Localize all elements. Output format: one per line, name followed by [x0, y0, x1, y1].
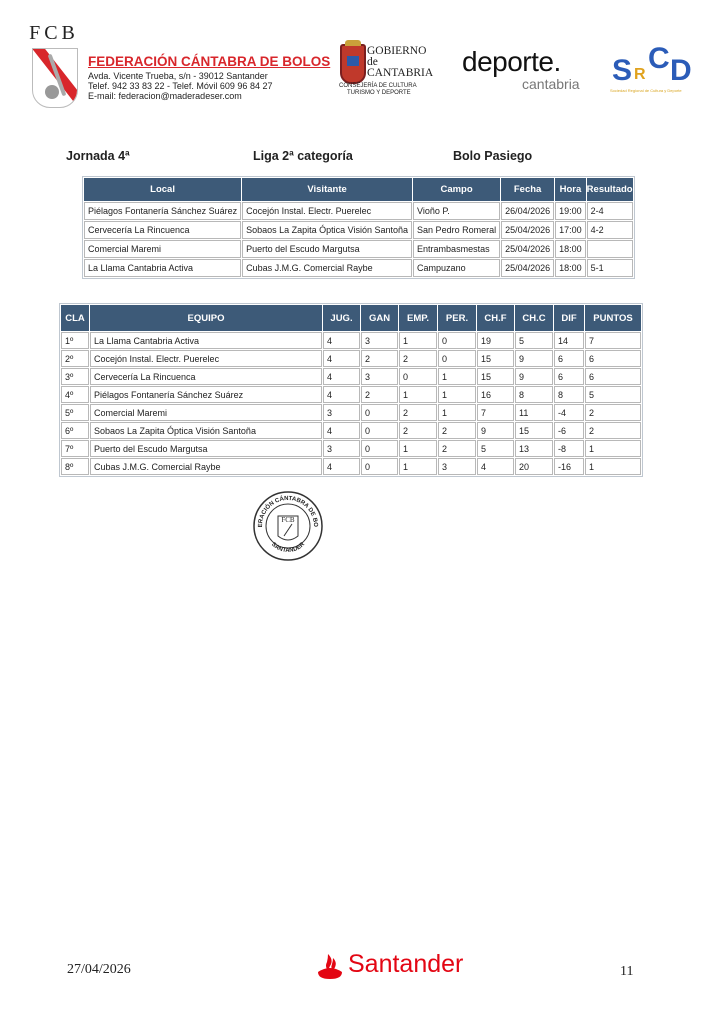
federation-stamp	[252, 490, 324, 562]
cell-resultado	[587, 240, 633, 258]
srcd-logo	[610, 44, 710, 96]
cell-equipo: La Llama Cantabria Activa	[90, 332, 322, 349]
cell-puntos: 1	[585, 458, 641, 475]
cell-chf: 4	[477, 458, 514, 475]
gobierno-line-3: CANTABRIA	[367, 67, 434, 79]
cell-chf: 16	[477, 386, 514, 403]
cell-chc: 20	[515, 458, 553, 475]
col-cla: CLA	[61, 305, 89, 331]
cell-visitante: Sobaos La Zapita Óptica Visión Santoña	[242, 221, 412, 239]
stamp-center-text: FCB	[281, 516, 295, 524]
cell-local: Piélagos Fontanería Sánchez Suárez	[84, 202, 241, 220]
gobierno-cantabria-logo	[338, 42, 438, 102]
cell-emp: 2	[399, 350, 437, 367]
gobierno-line-1: GOBIERNO	[367, 45, 427, 57]
cell-resultado: 2-4	[587, 202, 633, 220]
srcd-letter-d: D	[670, 54, 692, 87]
cell-hora: 17:00	[555, 221, 586, 239]
srcd-tagline: Sociedad Regional de Cultura y Deporte	[610, 88, 682, 93]
stamp-ring-top-text: ERACIÓN CÁNTABRA DE BO	[257, 495, 319, 528]
cell-emp: 2	[399, 404, 437, 421]
fcb-shield-icon	[32, 48, 78, 108]
cell-fecha: 25/04/2026	[501, 221, 554, 239]
cell-dif: -4	[554, 404, 584, 421]
cell-fecha: 25/04/2026	[501, 240, 554, 258]
cell-equipo: Piélagos Fontanería Sánchez Suárez	[90, 386, 322, 403]
cell-dif: 6	[554, 350, 584, 367]
cell-cla: 2º	[61, 350, 89, 367]
standings-table	[59, 303, 643, 477]
srcd-letter-c: C	[648, 42, 670, 75]
page-number: 11	[620, 964, 634, 979]
cell-jug: 4	[323, 350, 360, 367]
cell-emp: 2	[399, 422, 437, 439]
cell-gan: 0	[361, 440, 398, 457]
col-equipo: EQUIPO	[90, 305, 322, 331]
cell-visitante: Puerto del Escudo Margutsa	[242, 240, 412, 258]
federation-email: E-mail: federacion@maderadeser.com	[88, 91, 242, 101]
cantabria-crest-icon	[340, 44, 366, 84]
match-row	[84, 221, 633, 239]
cell-jug: 3	[323, 404, 360, 421]
col-per: PER.	[438, 305, 476, 331]
standings-row	[61, 332, 641, 349]
cell-campo: Entrambasmestas	[413, 240, 500, 258]
cell-visitante: Cubas J.M.G. Comercial Raybe	[242, 259, 412, 277]
standings-row	[61, 386, 641, 403]
standings-row	[61, 422, 641, 439]
standings-header-row	[61, 305, 641, 331]
cell-gan: 0	[361, 404, 398, 421]
cell-visitante: Cocejón Instal. Electr. Puerelec	[242, 202, 412, 220]
standings-row	[61, 458, 641, 475]
cell-dif: -8	[554, 440, 584, 457]
fcb-logo-letters: FCB	[29, 22, 79, 44]
col-jug: JUG.	[323, 305, 360, 331]
cell-gan: 3	[361, 368, 398, 385]
cell-equipo: Cubas J.M.G. Comercial Raybe	[90, 458, 322, 475]
srcd-letter-s: S	[612, 54, 633, 87]
jornada-heading: Jornada 4ª	[66, 149, 130, 163]
santander-text: Santander	[348, 950, 464, 978]
cell-equipo: Comercial Maremi	[90, 404, 322, 421]
cell-jug: 4	[323, 422, 360, 439]
cantabria-text: cantabria	[522, 76, 580, 92]
cell-cla: 6º	[61, 422, 89, 439]
cell-campo: Campuzano	[413, 259, 500, 277]
cell-campo: San Pedro Romeral	[413, 221, 500, 239]
liga-heading: Liga 2ª categoría	[253, 149, 353, 163]
modalidad-heading: Bolo Pasiego	[453, 149, 533, 163]
cell-chf: 15	[477, 350, 514, 367]
federation-name: FEDERACIÓN CÁNTABRA DE BOLOS	[88, 54, 331, 69]
standings-row	[61, 350, 641, 367]
col-fecha: Fecha	[501, 178, 554, 201]
match-row	[84, 202, 633, 220]
cell-local: Cervecería La Rincuenca	[84, 221, 241, 239]
col-chf: CH.F	[477, 305, 514, 331]
cell-local: La Llama Cantabria Activa	[84, 259, 241, 277]
col-hora: Hora	[555, 178, 586, 201]
cell-fecha: 25/04/2026	[501, 259, 554, 277]
cell-emp: 1	[399, 458, 437, 475]
footer-date: 27/04/2026	[67, 962, 131, 977]
cell-equipo: Puerto del Escudo Margutsa	[90, 440, 322, 457]
cell-chf: 15	[477, 368, 514, 385]
federation-phones: Telef. 942 33 83 22 - Telef. Móvil 609 96 84 27	[88, 81, 273, 91]
col-visitante: Visitante	[242, 178, 412, 201]
cell-equipo: Cocejón Instal. Electr. Puerelec	[90, 350, 322, 367]
cell-chc: 8	[515, 386, 553, 403]
cell-chf: 7	[477, 404, 514, 421]
cell-emp: 1	[399, 440, 437, 457]
santander-logo	[316, 950, 486, 982]
cell-chf: 9	[477, 422, 514, 439]
cell-cla: 3º	[61, 368, 89, 385]
cell-chc: 9	[515, 350, 553, 367]
cell-puntos: 5	[585, 386, 641, 403]
deporte-text: deporte.	[462, 46, 561, 77]
cell-per: 1	[438, 404, 476, 421]
cell-puntos: 2	[585, 422, 641, 439]
cell-jug: 4	[323, 386, 360, 403]
santander-flame-icon	[316, 952, 344, 980]
matches-header-row	[84, 178, 633, 201]
cell-per: 0	[438, 332, 476, 349]
cell-emp: 1	[399, 386, 437, 403]
fcb-logo	[26, 22, 82, 108]
cell-chc: 5	[515, 332, 553, 349]
cell-resultado: 5-1	[587, 259, 633, 277]
cell-puntos: 6	[585, 368, 641, 385]
cell-chc: 9	[515, 368, 553, 385]
cell-per: 3	[438, 458, 476, 475]
col-gan: GAN	[361, 305, 398, 331]
cell-local: Comercial Maremi	[84, 240, 241, 258]
col-dif: DIF	[554, 305, 584, 331]
col-puntos: PUNTOS	[585, 305, 641, 331]
cell-dif: 14	[554, 332, 584, 349]
cell-jug: 4	[323, 368, 360, 385]
cell-puntos: 2	[585, 404, 641, 421]
consejeria-line-1: CONSEJERÍA DE CULTURA	[339, 83, 417, 89]
standings-row	[61, 404, 641, 421]
cell-chc: 13	[515, 440, 553, 457]
cell-cla: 7º	[61, 440, 89, 457]
consejeria-line-2: TURISMO Y DEPORTE	[347, 90, 411, 96]
cell-per: 2	[438, 440, 476, 457]
federation-address: Avda. Vicente Trueba, s/n - 39012 Santander	[88, 71, 268, 81]
cell-per: 1	[438, 368, 476, 385]
cell-hora: 19:00	[555, 202, 586, 220]
cell-hora: 18:00	[555, 259, 586, 277]
cell-hora: 18:00	[555, 240, 586, 258]
matches-table	[82, 176, 635, 279]
standings-row	[61, 440, 641, 457]
cell-dif: -6	[554, 422, 584, 439]
col-chc: CH.C	[515, 305, 553, 331]
stamp-ring-bottom-text: SANTANDER	[269, 541, 307, 555]
cell-jug: 4	[323, 458, 360, 475]
col-resultado: Resultado	[587, 178, 633, 201]
cell-gan: 2	[361, 350, 398, 367]
cell-cla: 1º	[61, 332, 89, 349]
cell-gan: 0	[361, 422, 398, 439]
cell-gan: 3	[361, 332, 398, 349]
cell-dif: -16	[554, 458, 584, 475]
cell-dif: 8	[554, 386, 584, 403]
cell-per: 2	[438, 422, 476, 439]
cell-chc: 11	[515, 404, 553, 421]
cell-puntos: 1	[585, 440, 641, 457]
cell-chf: 19	[477, 332, 514, 349]
match-row	[84, 240, 633, 258]
col-emp: EMP.	[399, 305, 437, 331]
cell-dif: 6	[554, 368, 584, 385]
cell-equipo: Cervecería La Rincuenca	[90, 368, 322, 385]
match-row	[84, 259, 633, 277]
cell-cla: 8º	[61, 458, 89, 475]
cell-equipo: Sobaos La Zapita Óptica Visión Santoña	[90, 422, 322, 439]
cell-campo: Vioño P.	[413, 202, 500, 220]
standings-row	[61, 368, 641, 385]
gobierno-line-2: de	[367, 56, 378, 68]
cell-chf: 5	[477, 440, 514, 457]
srcd-letter-r: R	[634, 66, 646, 83]
cell-cla: 4º	[61, 386, 89, 403]
cell-puntos: 7	[585, 332, 641, 349]
col-local: Local	[84, 178, 241, 201]
cell-per: 0	[438, 350, 476, 367]
cell-emp: 1	[399, 332, 437, 349]
stamp-seal-icon	[252, 490, 324, 562]
cell-emp: 0	[399, 368, 437, 385]
cell-gan: 0	[361, 458, 398, 475]
cell-chc: 15	[515, 422, 553, 439]
deporte-cantabria-logo	[462, 46, 592, 94]
cell-puntos: 6	[585, 350, 641, 367]
cell-fecha: 26/04/2026	[501, 202, 554, 220]
cell-jug: 4	[323, 332, 360, 349]
cell-gan: 2	[361, 386, 398, 403]
cell-resultado: 4-2	[587, 221, 633, 239]
cell-jug: 3	[323, 440, 360, 457]
cell-per: 1	[438, 386, 476, 403]
col-campo: Campo	[413, 178, 500, 201]
cell-cla: 5º	[61, 404, 89, 421]
